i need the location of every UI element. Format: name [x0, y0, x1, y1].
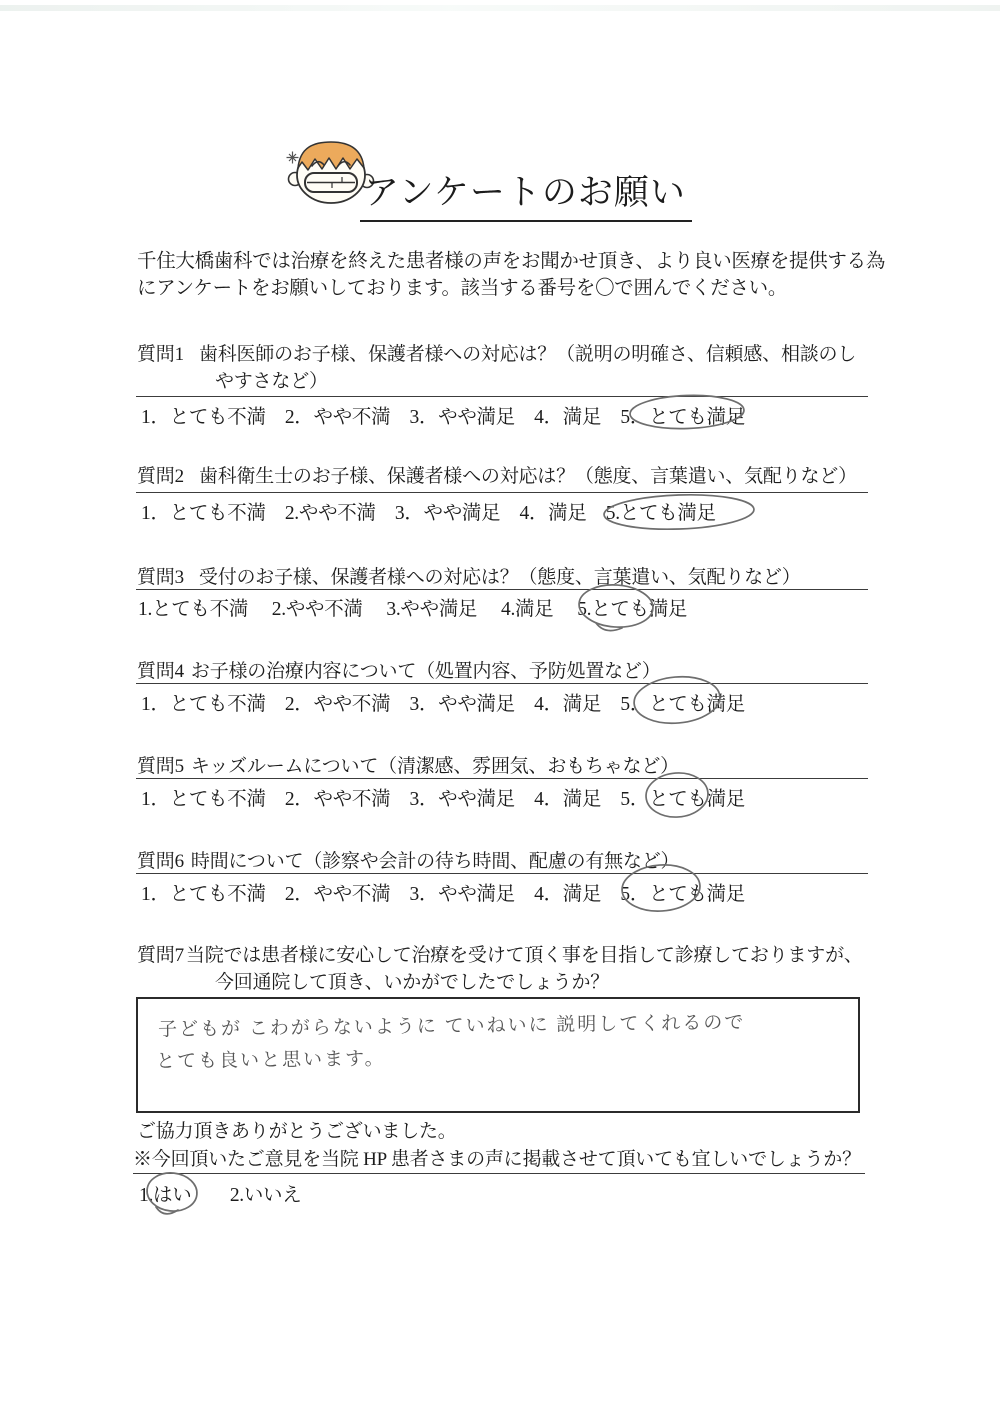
question-7-text-cont: 今回通院して頂き、いかがでしたでしょうか？ [215, 972, 610, 993]
question-2-answers: 1．とても不満 2.やや不満 3．やや満足 4．満足 5.とても満足 [141, 503, 716, 524]
handwritten-comment-line-1: 子どもが こわがらないように ていねいに 説明してくれるので [157, 1012, 746, 1041]
question-4-rule [136, 683, 868, 684]
question-6-answers: 1．とても不満 2．やや不満 3．やや満足 4．満足 5．とても満足 [141, 884, 746, 905]
footer-rule [133, 1173, 865, 1174]
question-3-label: 質問3 [137, 567, 184, 588]
intro-line-1: 千住大橋歯科では治療を終えた患者様の声をお聞かせ頂き、より良い医療を提供する為 [137, 251, 886, 272]
question-6-text: 時間について（診察や会計の待ち時間、配慮の有無など） [190, 851, 680, 872]
hp-permission-question: ※今回頂いたご意見を当院 HP 患者さまの声に掲載させて頂いても宜しいでしょうか？ [133, 1149, 861, 1170]
hp-permission-answers: 1.はい 2.いいえ [139, 1185, 302, 1206]
question-5-text: キッズルームについて（清潔感、雰囲気、おもちゃなど） [190, 756, 679, 777]
question-5-label: 質問5 [137, 756, 184, 777]
question-3-text: 受付のお子様、保護者様への対応は？（態度、言葉遣い、気配りなど） [198, 567, 801, 588]
question-6-rule [136, 873, 868, 874]
question-2-rule [136, 492, 868, 493]
question-2-heading [137, 461, 857, 488]
question-7-heading [137, 940, 863, 967]
question-7-label: 質問7 [137, 945, 184, 966]
thanks-text: ご協力頂きありがとうございました。 [137, 1121, 457, 1142]
question-5-heading [137, 751, 679, 778]
question-5-rule [136, 778, 868, 779]
question-6-heading [137, 846, 679, 873]
question-1-answers: 1．とても不満 2．やや不満 3．やや満足 4．満足 5．とても満足 [141, 407, 746, 428]
handwritten-circle-hp-yes-tail [156, 1207, 178, 1214]
question-1-text-cont: やすさなど） [215, 371, 328, 392]
question-2-label: 質問2 [137, 466, 184, 487]
handwritten-comment-line-2: とても良いと思います。 [155, 1048, 386, 1073]
question-4-heading [137, 656, 661, 683]
question-1-text: 歯科医師のお子様、保護者様への対応は？（説明の明確さ、信頼感、相談のし [198, 344, 857, 365]
question-1-rule [136, 396, 868, 397]
question-2-text: 歯科衛生士のお子様、保護者様への対応は？（態度、言葉遣い、気配りなど） [198, 466, 857, 487]
question-6-label: 質問6 [137, 851, 184, 872]
page-title: アンケートのお願い [360, 165, 692, 222]
handwritten-circle-q3-tail [596, 623, 622, 631]
question-4-label: 質問4 [137, 661, 184, 682]
question-4-text: お子様の治療内容について（処置内容、予防処置など） [190, 661, 661, 682]
question-1-heading [137, 339, 856, 366]
intro-line-2: にアンケートをお願いしております。該当する番号を〇で囲んでください。 [137, 278, 788, 299]
question-4-answers: 1．とても不満 2．やや不満 3．やや満足 4．満足 5．とても満足 [141, 694, 746, 715]
comment-box [136, 997, 860, 1113]
sparkle-icon [287, 152, 299, 164]
question-7-text: 当院では患者様に安心して治療を受けて頂く事を目指して診療しておりますが、 [185, 945, 863, 966]
intro-paragraph [137, 248, 886, 302]
question-1-label: 質問1 [137, 344, 184, 365]
scan-artifact-line [0, 5, 1000, 11]
question-5-answers: 1．とても不満 2．やや不満 3．やや満足 4．満足 5．とても満足 [141, 789, 746, 810]
question-3-answers: 1.とても不満 2.やや不満 3.やや満足 4.満足 5.とても満足 [138, 599, 688, 620]
question-3-rule [136, 589, 868, 590]
question-3-heading [137, 562, 801, 589]
